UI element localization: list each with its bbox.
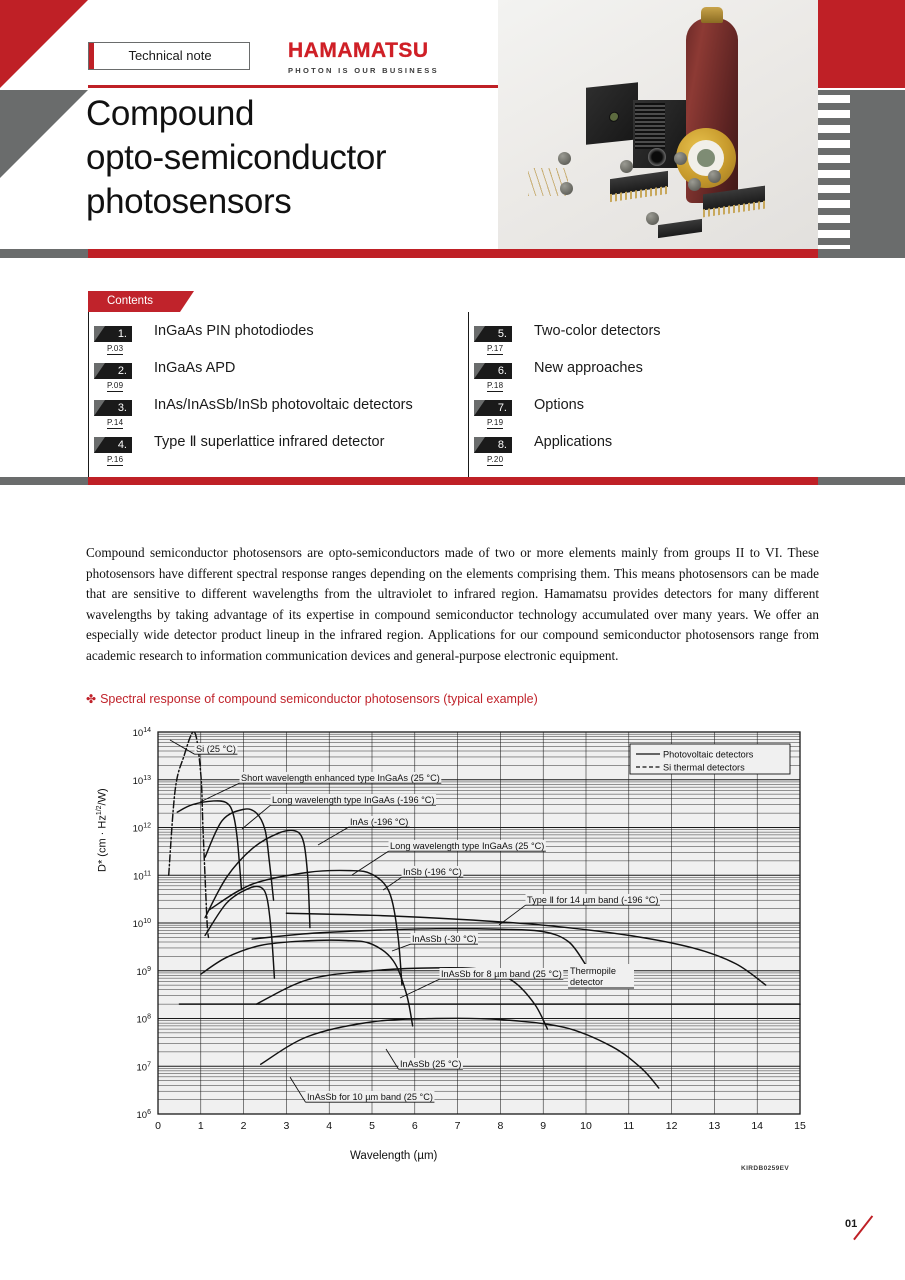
toc-entry-label[interactable]: InAs/InAsSb/InSb photovoltaic detectors	[154, 397, 413, 413]
svg-text:6: 6	[411, 1120, 418, 1132]
toc-number: 7.	[497, 402, 507, 414]
chart-annotation: Long wavelength type InGaAs (25 °C)	[390, 841, 545, 851]
toc-page-ref[interactable]: P.14	[107, 418, 124, 427]
svg-text:10: 10	[580, 1120, 592, 1132]
toc-entry-label[interactable]: Type Ⅱ superlattice infrared detector	[154, 434, 385, 450]
page-number: 01	[845, 1218, 858, 1230]
photo-to-can-4	[674, 152, 687, 165]
photo-heatsink-fins	[635, 103, 665, 149]
toc-number-badge	[94, 326, 132, 342]
svg-text:1013: $10^{13}$	[132, 774, 151, 787]
svg-text:4: 4	[326, 1120, 333, 1132]
svg-text:13: 13	[708, 1120, 721, 1132]
toc-number: 2.	[117, 365, 127, 377]
svg-text:1010: $10^{10}$	[132, 918, 151, 930]
svg-text:8: 8	[497, 1120, 504, 1132]
svg-text:1011: $10^{11}$	[133, 870, 151, 883]
svg-text:1012: $10^{12}$	[132, 822, 151, 835]
list-item[interactable]	[474, 397, 834, 437]
intro-paragraph: Compound semiconductor photosensors are opto-semiconductors made of two or more elements mainly from groups II to VI. These photosensors have different spectral response ranges depending on the elements comprising them. This means photosensors can be made that are sensitive to different wavelengths from the ultraviolet to infrared region. Hamamatsu provides detectors for many different wavelengths by taking advantage of its expertise in compound semiconductor technology accumulated over many years. We offer an especially wide detector product lineup in the infrared region. Applications for our compound semiconductor photosensors range from academic research to information communication devices and general-purpose electronic equipment.	[86, 545, 819, 663]
chart-annotation: InAsSb for 8 µm band (25 °C)	[441, 969, 562, 979]
toc-page-ref[interactable]: P.19	[487, 418, 504, 427]
photo-aperture	[648, 148, 666, 166]
page-title	[86, 92, 496, 224]
svg-text:14: 14	[751, 1120, 764, 1132]
chart-x-axis-label: Wavelength (µm)	[350, 1150, 438, 1162]
chart-annotation: InAsSb (25 °C)	[400, 1059, 462, 1069]
figure-caption	[86, 692, 538, 706]
chart-annotation: detector	[570, 977, 604, 987]
chart-annotation: InSb (-196 °C)	[403, 867, 462, 877]
svg-text:108: $10^8$	[136, 1013, 151, 1026]
contents-right-column	[474, 323, 834, 474]
logo-tagline: PHOTON IS OUR BUSINESS	[288, 66, 439, 75]
list-item[interactable]	[474, 323, 834, 363]
list-item[interactable]	[94, 360, 454, 400]
svg-text:12: 12	[665, 1120, 678, 1132]
contents-left-column	[94, 323, 454, 474]
chart-annotation: InAsSb (-30 °C)	[412, 934, 477, 944]
svg-text:9: 9	[540, 1120, 547, 1132]
toc-number: 4.	[117, 439, 127, 451]
photo-window-chip	[697, 149, 715, 167]
photo-to-can-6	[708, 170, 721, 183]
page-title-line-3: photosensors	[86, 182, 292, 221]
photo-to-can-2	[560, 182, 573, 195]
header-bottom-red-bar	[88, 249, 818, 258]
page-title-line-2: opto-semiconductor	[86, 138, 387, 177]
toc-page-ref[interactable]: P.20	[487, 455, 504, 464]
chart-annotation: Si (25 °C)	[196, 744, 236, 754]
list-item[interactable]	[94, 434, 454, 474]
photo-detector-module-1	[586, 82, 638, 144]
toc-page-ref[interactable]: P.09	[107, 381, 124, 390]
photo-to-can-1	[558, 152, 571, 165]
chart-annotation: InAs (-196 °C)	[350, 817, 409, 827]
table-of-contents	[0, 258, 905, 508]
toc-number: 1.	[117, 328, 127, 340]
list-item[interactable]	[94, 397, 454, 437]
contents-bottom-red-bar	[88, 477, 818, 485]
toc-page-ref[interactable]: P.16	[107, 455, 124, 464]
spectral-response-chart	[96, 722, 820, 1182]
hamamatsu-logo	[288, 40, 464, 75]
page-title-line-1: Compound	[86, 94, 255, 133]
list-item[interactable]	[474, 360, 834, 400]
svg-text:3: 3	[283, 1120, 290, 1132]
toc-number: 5.	[497, 328, 507, 340]
figure-caption-text: Spectral response of compound semiconductor photosensors (typical example)	[100, 692, 538, 706]
photo-dewar-cap	[701, 7, 723, 23]
header-right-red-block	[818, 0, 905, 88]
chart-annotation: Long wavelength type InGaAs (-196 °C)	[272, 795, 435, 805]
photo-to-can-5	[688, 178, 701, 191]
toc-entry-label[interactable]: New approaches	[534, 360, 643, 376]
technical-note-badge	[88, 42, 250, 70]
chart-y-axis-label: D* $(cm \cdot Hz^{1/2}/W)$	[96, 788, 109, 872]
technical-note-label: Technical note	[128, 48, 212, 63]
svg-text:109: $10^9$	[136, 965, 151, 978]
svg-text:1: 1	[197, 1120, 204, 1132]
document-header	[0, 0, 905, 258]
chart-annotation: Type Ⅱ for 14 µm band (-196 °C)	[527, 895, 659, 905]
toc-number-badge	[474, 437, 512, 453]
toc-entry-label[interactable]: Applications	[534, 434, 613, 450]
logo-wordmark: HAMAMATSU	[288, 39, 429, 62]
svg-text:5: 5	[369, 1120, 375, 1132]
chart-legend-label: Si thermal detectors	[663, 762, 745, 773]
svg-text:0: 0	[155, 1120, 161, 1132]
chart-annotation: Short wavelength enhanced type InGaAs (25 °C)	[241, 773, 440, 783]
toc-number-badge	[474, 400, 512, 416]
photo-to-can-7	[646, 212, 659, 225]
header-stripe-pattern	[818, 95, 850, 258]
svg-text:106: $10^6$	[136, 1109, 151, 1121]
chart-legend-label: Photovoltaic detectors	[663, 749, 754, 760]
contents-tab-label: Contents	[107, 295, 154, 307]
caption-marker-icon: ✤	[86, 692, 97, 706]
svg-text:11: 11	[623, 1120, 635, 1132]
toc-page-ref[interactable]: P.03	[107, 344, 124, 353]
toc-number: 6.	[497, 365, 507, 377]
toc-page-ref[interactable]: P.17	[487, 344, 504, 353]
toc-entry-label[interactable]: InGaAs PIN photodiodes	[154, 323, 314, 339]
header-red-triangle	[0, 0, 88, 88]
product-photo	[498, 0, 818, 252]
toc-entry-label[interactable]: Options	[534, 397, 584, 413]
svg-text:2: 2	[240, 1120, 247, 1132]
contents-tab	[88, 291, 180, 312]
list-item[interactable]	[94, 323, 454, 363]
toc-number-badge	[94, 437, 132, 453]
toc-number-badge	[474, 326, 512, 342]
page-number-slash	[853, 1215, 897, 1258]
toc-page-ref[interactable]: P.18	[487, 381, 504, 390]
toc-number: 3.	[117, 402, 127, 414]
svg-text:1014: $10^{14}$	[132, 727, 151, 739]
contents-column-divider	[468, 312, 469, 477]
toc-entry-label[interactable]: Two-color detectors	[534, 323, 661, 339]
toc-number: 8.	[497, 439, 507, 451]
photo-to-can-3	[620, 160, 633, 173]
toc-number-badge	[94, 363, 132, 379]
chart-annotation: Thermopile	[570, 966, 616, 976]
photo-dip-package-3	[658, 219, 702, 238]
chart-canvas	[100, 722, 820, 1182]
header-gray-triangle	[0, 90, 88, 178]
toc-number-badge	[94, 400, 132, 416]
header-red-rule	[88, 85, 498, 88]
svg-text:7: 7	[454, 1120, 461, 1132]
toc-number-badge	[474, 363, 512, 379]
svg-text:107: $10^7$	[136, 1061, 151, 1074]
toc-entry-label[interactable]: InGaAs APD	[154, 360, 236, 376]
list-item[interactable]	[474, 434, 834, 474]
page-number-block	[845, 1218, 905, 1268]
document-code: KIRDB0259EV	[741, 1165, 790, 1172]
svg-text:15: 15	[794, 1120, 806, 1132]
chart-annotation: InAsSb for 10 µm band (25 °C)	[307, 1092, 433, 1102]
